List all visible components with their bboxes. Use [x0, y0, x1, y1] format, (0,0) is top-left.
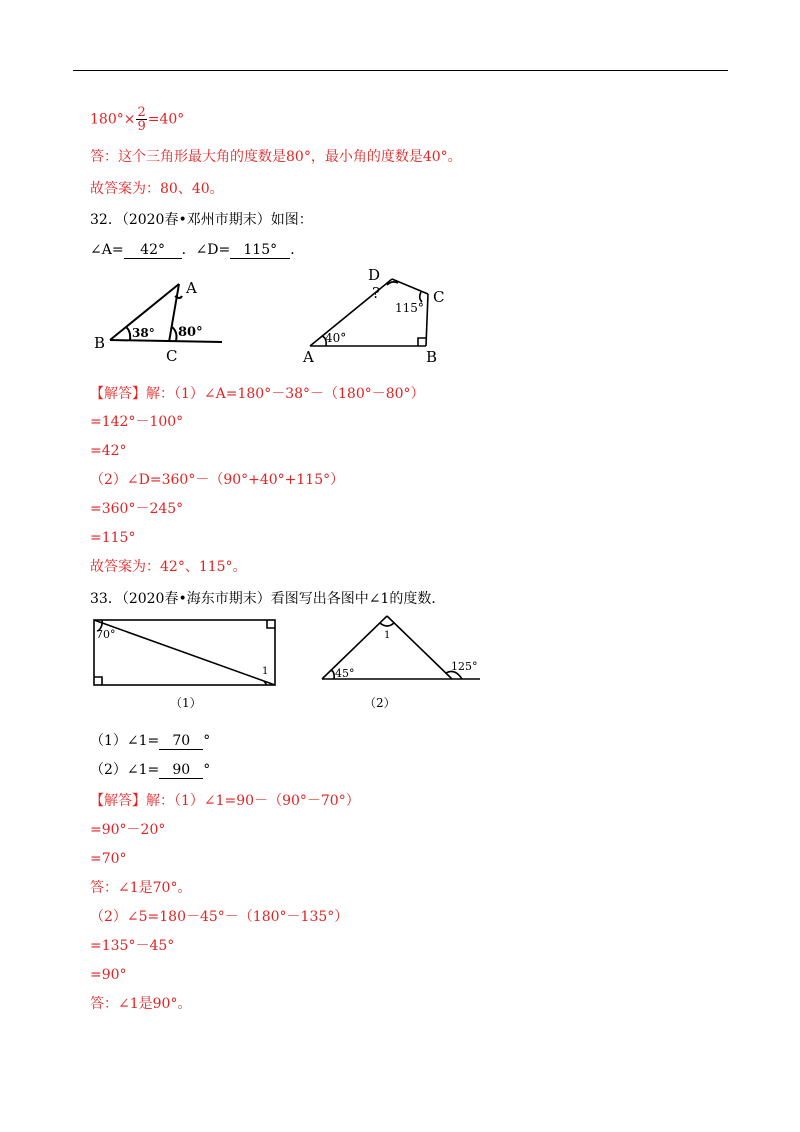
angle-b-arc: [126, 327, 130, 340]
fig2-label-b: B: [426, 348, 438, 366]
fig2-label-d: D: [368, 266, 381, 284]
right-angle-bl: [94, 677, 102, 685]
q33-sol-4: （2）∠5=180－45°－（180°－135°）: [90, 909, 349, 925]
q33-blank1-suffix: °: [203, 733, 211, 749]
q33-blank1-value: 70: [159, 733, 203, 750]
fig1-label-b: B: [94, 334, 106, 352]
quad-cd: [392, 279, 428, 294]
q33-blank2-value: 90: [159, 762, 203, 779]
q33-blank2: [90, 761, 210, 779]
fig2-unknown: ?: [372, 284, 381, 302]
q33-sol-7: 答：∠1是90°。: [90, 996, 192, 1012]
fraction-numerator: 2: [137, 105, 146, 120]
q32-sol-6: 故答案为：42°、115°。: [90, 559, 247, 575]
tri2-right: [387, 616, 452, 679]
q32-blank-d: 115°: [230, 242, 290, 259]
angle-1-arc2: [380, 623, 394, 626]
q33-fig2-angle-left: 45°: [335, 667, 355, 680]
quad-bc: [426, 294, 428, 346]
fig2-label-a: A: [303, 348, 314, 366]
q32-end: ．: [290, 242, 305, 258]
q33-sol-5: =135°－45°: [90, 938, 175, 954]
baseline: [110, 340, 222, 342]
right-angle-tr: [267, 620, 275, 628]
q33-blank1-prefix: （1）∠1=: [90, 733, 160, 749]
q33-fig2-caption: （2）: [364, 696, 396, 710]
diagonal: [94, 620, 275, 685]
q32-sol-3: （2）∠D=360°－（90°+40°+115°）: [90, 472, 345, 488]
angle-a-arc: [175, 296, 182, 298]
q32-sol-1: =142°－100°: [90, 414, 184, 430]
q33-fig1-caption: （1）: [170, 696, 202, 710]
q33-fig1-angle: 70°: [96, 628, 116, 641]
q32-sol-2: =42°: [90, 443, 127, 459]
fraction-denominator: 9: [137, 119, 146, 134]
fig1-label-c: C: [166, 347, 178, 365]
q33-fig2-angle-right: 125°: [451, 660, 478, 673]
fig2-angle-c: 115°: [395, 301, 424, 315]
q33-blank2-prefix: （2）∠1=: [90, 762, 160, 778]
angle-45-arc: [331, 670, 334, 679]
right-angle-b: [418, 338, 426, 346]
q33-sol-6: =90°: [90, 967, 127, 983]
q33-sol-3: 答：∠1是70°。: [90, 880, 192, 896]
q32-blank-a-prefix: ∠A=: [90, 242, 124, 258]
q33-fig1-one: 1: [262, 666, 269, 677]
fig1-angle-c: 80°: [178, 325, 203, 340]
q32-stem: 32．（2020春•邓州市期末）如图：: [90, 212, 313, 228]
q32-blank-a: 42°: [124, 242, 182, 259]
q33-sol-0: 【解答】解：（1）∠1=90－（90°－70°）: [90, 793, 360, 809]
q32-sol-0: 【解答】解：（1）∠A=180°－38°－（180°－80°）: [90, 386, 425, 402]
prev-final: 故答案为：80、40。: [90, 181, 224, 197]
q33-blank1: [90, 732, 210, 750]
q32-sep: ．∠D=: [181, 242, 231, 258]
fig1-label-a: A: [186, 279, 197, 297]
fig2-angle-a: 40°: [325, 331, 347, 345]
angle-c-arc: [172, 327, 177, 341]
prev-calc-a: 180°×: [90, 111, 136, 128]
q32-sol-5: =115°: [90, 530, 136, 546]
prev-answer: 答：这个三角形最大角的度数是80°，最小角的度数是40°。: [90, 149, 462, 165]
fig2-label-c: C: [433, 288, 445, 306]
q33-blank2-suffix: °: [203, 762, 211, 778]
q33-stem: 33．（2020春•海东市期末）看图写出各图中∠1的度数．: [90, 591, 446, 607]
prev-calc-b: =40°: [147, 111, 185, 128]
q33-sol-2: =70°: [90, 851, 127, 867]
q32-sol-4: =360°－245°: [90, 501, 184, 517]
fig1-angle-b: 38°: [132, 326, 155, 340]
q33-fig2-one: 1: [384, 630, 391, 641]
q33-sol-1: =90°－20°: [90, 822, 166, 838]
